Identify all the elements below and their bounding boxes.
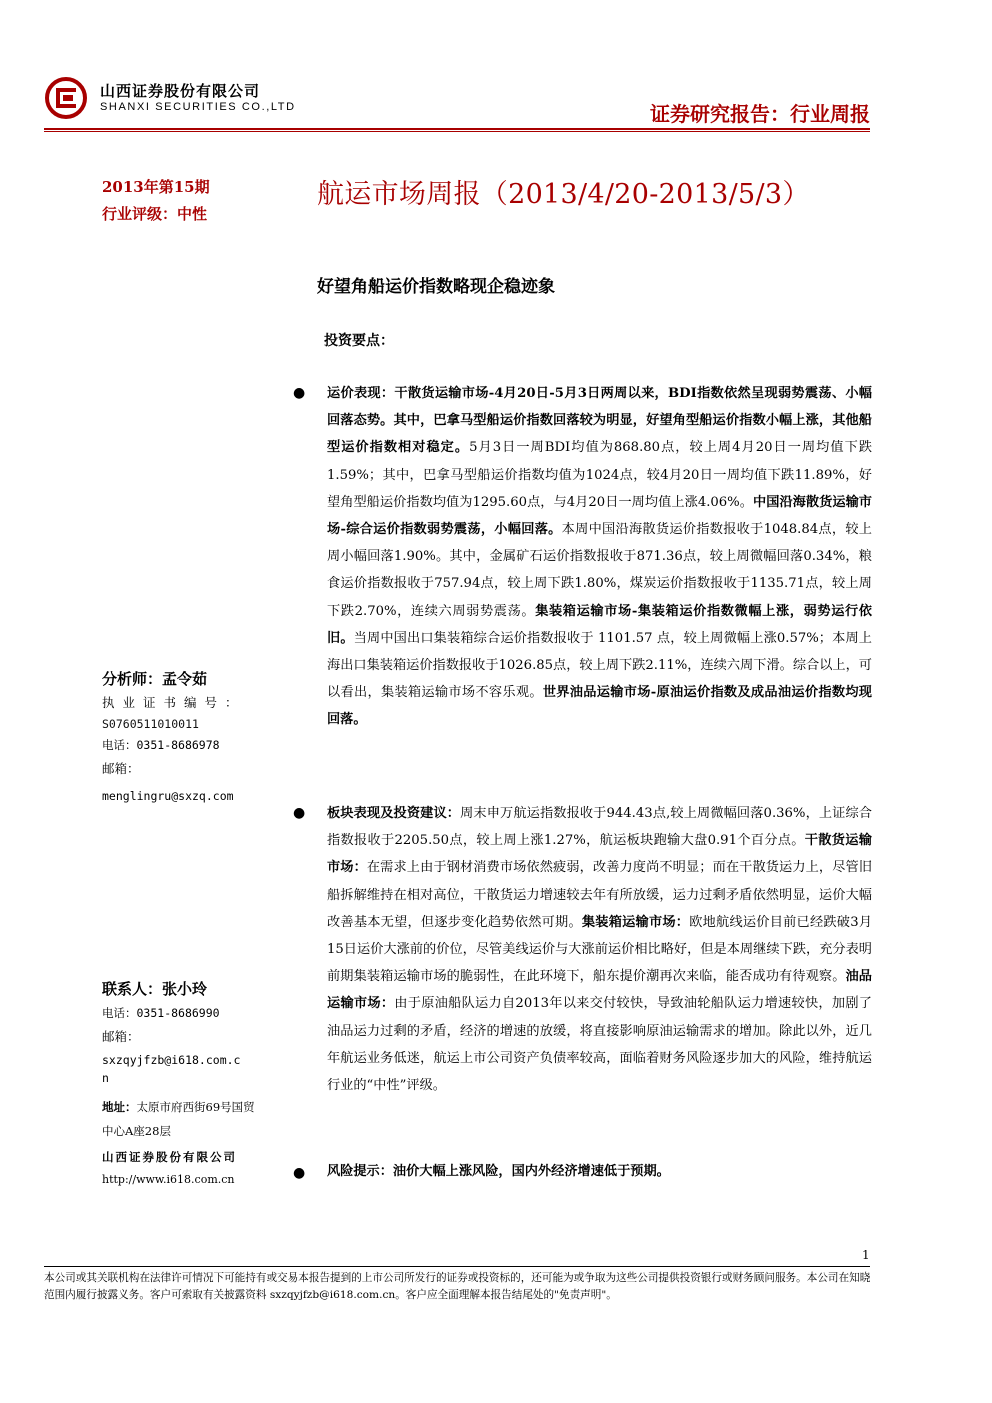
contact-phone: 电话：0351-8686990 — [102, 1006, 220, 1020]
text-segment-bold: 中国沿海散货运输市场-综合运价指数弱势震荡，小幅回落。 — [327, 494, 872, 538]
text-segment-bold: 板块表现及投资建议： — [327, 806, 461, 821]
cert-number: S0760511010011 — [102, 717, 199, 731]
contact-email-label: 邮箱： — [102, 1029, 140, 1044]
address-label: 地址： — [102, 1100, 137, 1114]
bullet-marker: ● — [293, 805, 306, 821]
text-segment-bold: 世界油品运输市场-原油运价指数及成品油运价指数均现回落。 — [327, 685, 872, 728]
contact-email-cont[interactable]: n — [102, 1071, 109, 1085]
bullet-price-performance — [327, 380, 872, 734]
analyst-email-label: 邮箱： — [102, 761, 140, 776]
text-segment-bold: 油品运输市场： — [327, 969, 872, 1012]
text-segment-bold: 干散货运输市场： — [327, 833, 872, 876]
disclaimer-text: 本公司或其关联机构在法律许可情况下可能持有或交易本报告提到的上市公司所发行的证券或投资标的，还可能为或争取为这些公司提供投资银行或财务顾问服务。本公司在知晓范围内履行披露义务。客户可索取有关披露资料 sxzqyjfzb@i618.com.cn。客户应全面理解本报告结尾处的"免责声明"。 — [44, 1272, 871, 1301]
address-text: 太原市府西街69号国贸中心A座28层 — [102, 1100, 255, 1138]
report-type: 证券研究报告：行业周报 — [650, 102, 870, 126]
text-segment: 由于原油船队运力自2013年以来交付较快，导致油轮船队运力增速较快，加剧了油品运力过剩的矛盾，经济的增速的放缓，将直接影响原油运输需求的增加。除此以外，近几年航运业务低迷，航运上市公司资产负债率较高，面临着财务风险逐步加大的风险，维持航运行业的“中性”评级。 — [327, 996, 872, 1094]
analyst-name: 分析师：孟令茹 — [102, 670, 208, 688]
report-subtitle: 好望角船运价指数略现企稳迹象 — [317, 277, 555, 297]
company-website[interactable]: http://www.i618.com.cn — [102, 1173, 235, 1186]
text-segment-bold: 运价表现：干散货运输市场-4月20日-5月3日两周以来，BDI指数依然呈现弱势震荡、小幅回落态势。其中，巴拿马型船运价指数回落较为明显，好望角型船运价指数小幅上涨，其他船型运价指数相对稳定。 — [327, 386, 872, 456]
page-number: 1 — [862, 1248, 870, 1262]
header-divider — [44, 128, 870, 130]
contact-block — [102, 978, 260, 1186]
text-segment: 5月3日一周BDI均值为868.80点，较上周4月20日一周均值下跌1.59%；其中，巴拿马型船运价指数均值为1024点，较4月20日一周均值下跌11.89%，好望角型船运价指数均值为1295.60点，与4月20日一周均值上涨4.06%。 — [327, 440, 872, 510]
company-name-en: SHANXI SECURITIES CO.,LTD — [100, 101, 296, 113]
analyst-email[interactable]: menglingru@sxzq.com — [102, 789, 234, 803]
company-name-cn: 山西证券股份有限公司 — [100, 82, 261, 100]
contact-address — [102, 1095, 260, 1143]
text-segment-bold: 集装箱运输市场-集装箱运价指数微幅上涨，弱势运行依旧。 — [327, 603, 872, 646]
analyst-block — [102, 668, 260, 803]
text-segment-bold: 风险提示：油价大幅上涨风险，国内外经济增速低于预期。 — [327, 1164, 670, 1179]
text-segment-bold: 集装箱运输市场： — [581, 914, 690, 930]
industry-rating: 行业评级：中性 — [102, 205, 208, 223]
footer-divider — [44, 1266, 870, 1267]
issue-number: 2013年第15期 — [102, 178, 210, 196]
company-name-footer: 山西证券股份有限公司 — [102, 1150, 237, 1164]
header-divider-thin — [44, 131, 870, 132]
text-segment: 当周中国出口集装箱综合运价指数报收于 1101.57 点，较上周微幅上涨0.57%；本周上海出口集装箱运价指数报收于1026.85点，较上周下跌2.11%，连续六周下滑。综合以上，可以看出，集装箱运输市场不容乐观。 — [327, 630, 872, 701]
text-segment: 本周中国沿海散货运价指数报收于1048.84点，较上周小幅回落1.90%。其中，金属矿石运价指数报收于871.36点，较上周微幅回落0.34%，粮食运价指数报收于757.94点，较上周下跌1.80%，煤炭运价指数报收于1135.71点，较上周下跌2.70%，连续六周弱势震荡。 — [327, 522, 872, 619]
bullet-sector-advice — [327, 800, 872, 1099]
bullet-marker: ● — [293, 1165, 306, 1181]
cert-label: 执业证书编号： — [102, 695, 246, 710]
bullet-risk — [327, 1158, 872, 1185]
text-segment: 在需求上由于钢材消费市场依然疲弱，改善力度尚不明显；而在干散货运力上，尽管旧船拆解维持在相对高位，干散货运力增速较去年有所放缓，运力过剩矛盾依然明显，运价大幅改善基本无望，但逐步变化趋势依然可期。 — [327, 860, 873, 930]
report-title: 航运市场周报（2013/4/20-2013/5/3） — [317, 179, 810, 210]
bullet-marker: ● — [293, 385, 306, 401]
analyst-phone: 电话：0351-8686978 — [102, 738, 220, 752]
key-points-label: 投资要点： — [324, 333, 394, 349]
text-segment: 周末申万航运指数报收于944.43点,较上周微幅回落0.36%，上证综合指数报收于2205.50点，较上周上涨1.27%，航运板块跑输大盘0.91个百分点。 — [327, 806, 872, 849]
contact-email[interactable]: sxzqyjfzb@i618.com.c — [102, 1053, 241, 1067]
text-segment: 欧地航线运价目前已经跌破3月15日运价大涨前的价位，尽管美线运价与大涨前运价相比略好，但是本周继续下跌，充分表明前期集装箱运输市场的脆弱性，在此环境下，船东提价潮再次来临，能否成功有待观察。 — [327, 914, 873, 985]
company-logo-icon — [44, 76, 88, 120]
contact-name: 联系人：张小玲 — [102, 980, 208, 998]
